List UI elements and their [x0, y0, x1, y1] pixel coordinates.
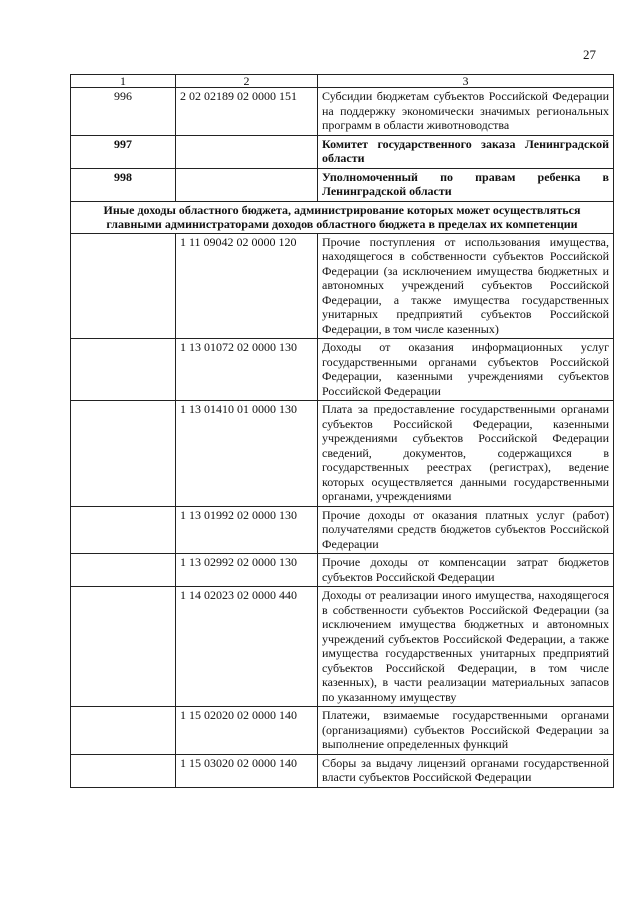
table-row — [71, 135, 614, 168]
table-row — [71, 754, 614, 787]
table-row — [71, 707, 614, 755]
admin-code-cell — [71, 554, 176, 587]
revenue-code-cell — [176, 135, 318, 168]
table-row — [71, 554, 614, 587]
revenue-code-cell: 1 15 03020 02 0000 140 — [176, 754, 318, 787]
admin-code-cell: 998 — [71, 168, 176, 201]
column-header-1: 1 — [71, 75, 176, 88]
revenue-table — [70, 74, 614, 788]
revenue-code-cell: 1 13 02992 02 0000 130 — [176, 554, 318, 587]
page-number: 27 — [583, 47, 596, 62]
admin-code-cell — [71, 401, 176, 507]
section-title: Иные доходы областного бюджета, администрирование которых может осуществляться главными администраторами доходов областного бюджета в пределах их компетенции — [71, 201, 614, 233]
table-row — [71, 587, 614, 707]
revenue-code-cell: 1 14 02023 02 0000 440 — [176, 587, 318, 707]
description-cell: Платежи, взимаемые государственными органами (организациями) субъектов Российской Федерации за выполнение определенных функций — [318, 707, 614, 755]
revenue-code-cell: 1 11 09042 02 0000 120 — [176, 233, 318, 339]
admin-code-cell — [71, 506, 176, 554]
revenue-code-cell: 1 13 01992 02 0000 130 — [176, 506, 318, 554]
revenue-code-cell: 2 02 02189 02 0000 151 — [176, 88, 318, 136]
revenue-code-cell: 1 13 01410 01 0000 130 — [176, 401, 318, 507]
admin-code-cell: 997 — [71, 135, 176, 168]
table-row — [71, 233, 614, 339]
revenue-code-cell — [176, 168, 318, 201]
description-cell: Прочие доходы от компенсации затрат бюджетов субъектов Российской Федерации — [318, 554, 614, 587]
description-cell: Доходы от реализации иного имущества, находящегося в собственности субъектов Российской Федерации (за исключением имущества бюджетных и автономных учреждений субъектов Российской Федерации, а также имущества государственных унитарных предприятий субъектов Российской Федерации, в том числе казенных), в части реализации материальных запасов по указанному имуществу — [318, 587, 614, 707]
section-header-row — [71, 201, 614, 233]
table-row — [71, 168, 614, 201]
description-cell: Уполномоченный по правам ребенка в Ленинградской области — [318, 168, 614, 201]
description-cell: Прочие доходы от оказания платных услуг (работ) получателями средств бюджетов субъектов Российской Федерации — [318, 506, 614, 554]
table-header-row — [71, 75, 614, 88]
revenue-code-cell: 1 15 02020 02 0000 140 — [176, 707, 318, 755]
admin-code-cell — [71, 754, 176, 787]
admin-code-cell: 996 — [71, 88, 176, 136]
admin-code-cell — [71, 339, 176, 401]
description-cell: Комитет государственного заказа Ленинградской области — [318, 135, 614, 168]
admin-code-cell — [71, 587, 176, 707]
revenue-code-cell: 1 13 01072 02 0000 130 — [176, 339, 318, 401]
description-cell: Доходы от оказания информационных услуг государственными органами субъектов Российской Федерации, казенными учреждениями субъектов Российской Федерации — [318, 339, 614, 401]
description-cell: Сборы за выдачу лицензий органами государственной власти субъектов Российской Федерации — [318, 754, 614, 787]
column-header-2: 2 — [176, 75, 318, 88]
admin-code-cell — [71, 707, 176, 755]
table-row — [71, 401, 614, 507]
description-cell: Прочие поступления от использования имущества, находящегося в собственности субъектов Российской Федерации (за исключением имущества бюджетных и автономных учреждений субъектов Российской Федерации, а также имущества государственных унитарных предприятий субъектов Российской Федерации, в том числе казенных) — [318, 233, 614, 339]
table-row — [71, 88, 614, 136]
description-cell: Плата за предоставление государственными органами субъектов Российской Федерации, казенными учреждениями субъектов Российской Федерации сведений, документов, содержащихся в государственных реестрах (регистрах), ведение которых осуществляется данными государственными органами, учреждениями — [318, 401, 614, 507]
description-cell: Субсидии бюджетам субъектов Российской Федерации на поддержку экономически значимых региональных программ в области животноводства — [318, 88, 614, 136]
table-row — [71, 339, 614, 401]
admin-code-cell — [71, 233, 176, 339]
column-header-3: 3 — [318, 75, 614, 88]
table-row — [71, 506, 614, 554]
